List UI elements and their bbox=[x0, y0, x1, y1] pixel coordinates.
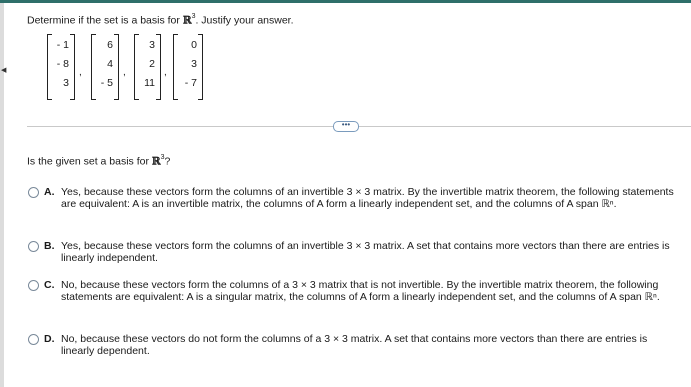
vector-entry: 3 bbox=[149, 39, 155, 51]
option-letter: C. bbox=[44, 279, 55, 291]
vector-entry: 6 bbox=[107, 39, 113, 51]
prompt-text bbox=[27, 155, 170, 168]
vector-entry: - 8 bbox=[56, 58, 69, 70]
vector-2 bbox=[91, 33, 119, 101]
vector-4 bbox=[173, 33, 203, 101]
option-text: Yes, because these vectors form the columns of an invertible 3 × 3 matrix. A set that contains more vectors than there are entries is linearly independent. bbox=[61, 240, 670, 264]
left-panel-edge bbox=[0, 3, 7, 387]
vector-entry: - 5 bbox=[100, 77, 113, 89]
vector-entry: 4 bbox=[107, 58, 113, 70]
vector-entry: 3 bbox=[63, 77, 69, 89]
vector-separator: , bbox=[164, 67, 167, 78]
question-prefix: Determine if the set is a basis for bbox=[27, 14, 183, 27]
question-set-symbol: ℝ bbox=[182, 14, 192, 27]
vector-1 bbox=[47, 33, 75, 101]
vector-entry: 3 bbox=[191, 58, 197, 70]
vector-entry: 0 bbox=[191, 39, 197, 51]
prompt-suffix: ? bbox=[164, 155, 171, 168]
vector-entry: 11 bbox=[144, 77, 155, 89]
option-text: No, because these vectors do not form the columns of a 3 × 3 matrix. A set that contains more vectors than there are entries is linearly dependent. bbox=[61, 333, 648, 357]
prompt-prefix: Is the given set a basis for bbox=[27, 155, 152, 168]
prompt-set-symbol: ℝ bbox=[151, 155, 161, 168]
option-letter: D. bbox=[44, 333, 55, 345]
collapse-arrow-icon[interactable]: ◀ bbox=[1, 67, 7, 74]
radio-button[interactable] bbox=[28, 241, 39, 252]
vector-3 bbox=[134, 33, 161, 101]
vector-separator: , bbox=[123, 67, 126, 78]
section-divider bbox=[27, 126, 691, 127]
option-text: Yes, because these vectors form the columns of an invertible 3 × 3 matrix. By the invertible matrix theorem, the following statements are equivalent: A is an invertible matrix, the columns of A form a linearly independent set, and the columns of A span ℝⁿ. bbox=[61, 186, 674, 210]
question-suffix: . Justify your answer. bbox=[195, 14, 294, 27]
question-exponent: 3 bbox=[191, 13, 196, 20]
radio-button[interactable] bbox=[28, 334, 39, 345]
option-text: No, because these vectors form the columns of a 3 × 3 matrix that is not invertible. By the invertible matrix theorem, the following statements are equivalent: A is a singular matrix, the columns of A form a linearly independent set, and the columns of A span ℝⁿ. bbox=[61, 279, 660, 303]
more-button[interactable]: ••• bbox=[333, 121, 359, 132]
vector-separator: , bbox=[79, 67, 82, 78]
radio-button[interactable] bbox=[28, 187, 39, 198]
vector-entry: 2 bbox=[149, 58, 155, 70]
radio-button[interactable] bbox=[28, 280, 39, 291]
vector-entry: - 7 bbox=[184, 77, 197, 89]
option-letter: B. bbox=[44, 240, 55, 252]
top-accent-bar bbox=[0, 0, 691, 3]
prompt-exponent: 3 bbox=[160, 154, 165, 161]
option-letter: A. bbox=[44, 186, 55, 198]
question-text bbox=[27, 14, 294, 27]
vector-entry: - 1 bbox=[56, 39, 69, 51]
